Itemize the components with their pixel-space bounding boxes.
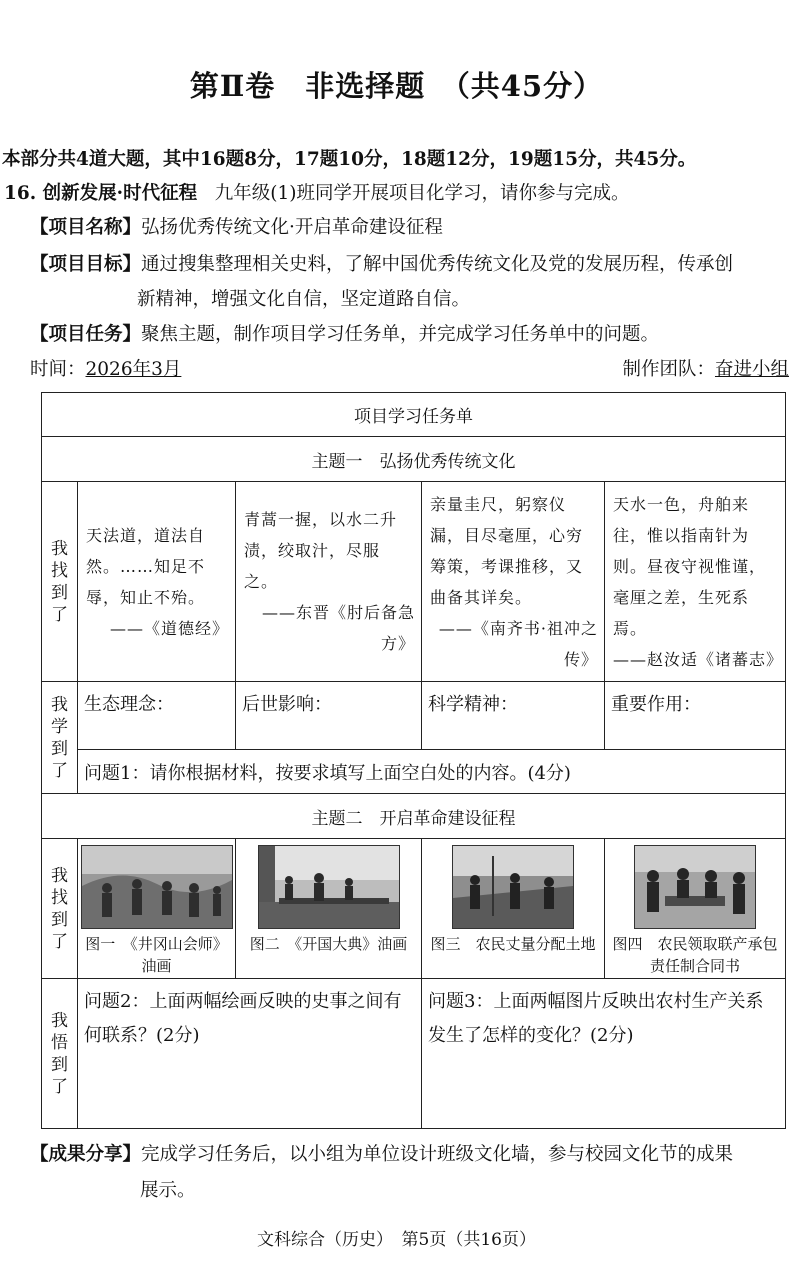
quote-cell: [605, 482, 786, 682]
image-caption: 图二 《开国大典》油画: [249, 935, 408, 953]
question-1: 问题1：请你根据材料，按要求填写上面空白处的内容。(4分): [78, 750, 786, 794]
quote-source: ——《南齐书·祖冲之传》: [438, 618, 598, 669]
time-label: 时间：: [30, 359, 86, 380]
ecology-answer-field[interactable]: 生态理念：: [78, 682, 236, 750]
image-cell: [422, 839, 605, 979]
project-goal-line-2: 新精神，增强文化自信，坚定道路自信。: [137, 289, 471, 310]
project-task: [30, 320, 659, 346]
found-label-2: 我 找 到 了: [42, 839, 78, 979]
quote-text: 天水一色，舟舶来往，惟以指南针为则。昼夜守视惟谨，毫厘之差，生死系焉。: [613, 494, 767, 638]
question-16-prefix: 16. 创新发展·时代征程: [4, 183, 198, 204]
science-answer-field[interactable]: 科学精神：: [422, 682, 605, 750]
quote-text: 亲量圭尺，躬察仪漏，目尽毫厘，心穷筹策，考课推移，又曲备其详矣。: [430, 494, 584, 607]
page-footer: 文科综合（历史） 第5页（共16页）: [257, 1230, 536, 1250]
time-value: 2026年3月: [85, 359, 182, 380]
image-cell: [605, 839, 786, 979]
section-title: 第Ⅱ卷 非选择题 （共45分）: [189, 69, 604, 103]
team-value: 奋进小组: [714, 359, 789, 380]
quote-cell: [422, 482, 605, 682]
influence-answer-field[interactable]: 后世影响：: [236, 682, 422, 750]
project-goal-line-1: 通过搜集整理相关史料，了解中国优秀传统文化及党的发展历程，传承创: [141, 254, 734, 275]
quote-source: ——东晋《肘后备急方》: [261, 603, 415, 653]
realized-label: 我 悟 到 了: [42, 979, 78, 1129]
found-label-1: 我 找 到 了: [42, 482, 78, 682]
quote-text: 青蒿一握，以水二升渍，绞取汁，尽服之。: [244, 510, 398, 591]
jinggangshan-painting: [81, 845, 233, 929]
contract-signing-photo: [634, 845, 756, 929]
image-caption: 图一 《井冈山会师》油画: [85, 935, 228, 975]
team-info: [622, 355, 789, 381]
sheet-header: 项目学习任务单: [42, 393, 786, 437]
theme-2-title: 主题二 开启革命建设征程: [42, 794, 786, 839]
result-share-label: 【成果分享】: [30, 1144, 142, 1165]
learned-label: 我 学 到 了: [42, 682, 78, 794]
project-name-label: 【项目名称】: [30, 217, 142, 238]
intro-text: 本部分共4道大题，其中16题8分，17题10分，18题12分，19题15分，共45分。: [2, 149, 697, 170]
quote-source: ——赵汝适《诸蕃志》: [613, 649, 784, 669]
project-goal: [30, 250, 733, 276]
project-task-label: 【项目任务】: [30, 324, 142, 345]
project-goal-label: 【项目目标】: [30, 254, 142, 275]
quote-text: 天法道，道法自然。……知足不辱，知止不殆。: [86, 525, 206, 607]
quote-cell: [78, 482, 236, 682]
question-2[interactable]: 问题2：上面两幅绘画反映的史事之间有何联系？(2分): [78, 979, 422, 1129]
result-share-line-2: 展示。: [140, 1180, 196, 1201]
question-16-heading: [4, 179, 629, 205]
theme-1-title: 主题一 弘扬优秀传统文化: [42, 437, 786, 482]
project-name: [30, 213, 443, 239]
question-3[interactable]: 问题3：上面两幅图片反映出农村生产关系发生了怎样的变化？(2分): [422, 979, 786, 1129]
task-sheet-table: [41, 392, 786, 1129]
image-caption: 图四 农民领取联产承包责任制合同书: [612, 935, 778, 975]
land-distribution-photo: [452, 845, 574, 929]
quote-source: ——《道德经》: [109, 618, 229, 638]
image-cell: [236, 839, 422, 979]
image-cell: [78, 839, 236, 979]
result-share-line-1: 完成学习任务后，以小组为单位设计班级文化墙，参与校园文化节的成果: [141, 1144, 734, 1165]
team-label: 制作团队：: [622, 359, 715, 380]
project-name-value: 弘扬优秀传统文化·开启革命建设征程: [141, 217, 443, 238]
founding-ceremony-painting: [258, 845, 400, 929]
project-task-value: 聚焦主题，制作项目学习任务单，并完成学习任务单中的问题。: [141, 324, 660, 345]
quote-cell: [236, 482, 422, 682]
time-info: [30, 355, 181, 381]
question-16-text: 九年级(1)班同学开展项目化学习，请你参与完成。: [214, 183, 630, 204]
image-caption: 图三 农民丈量分配土地: [430, 935, 596, 953]
importance-answer-field[interactable]: 重要作用：: [605, 682, 786, 750]
result-share: [30, 1140, 733, 1166]
